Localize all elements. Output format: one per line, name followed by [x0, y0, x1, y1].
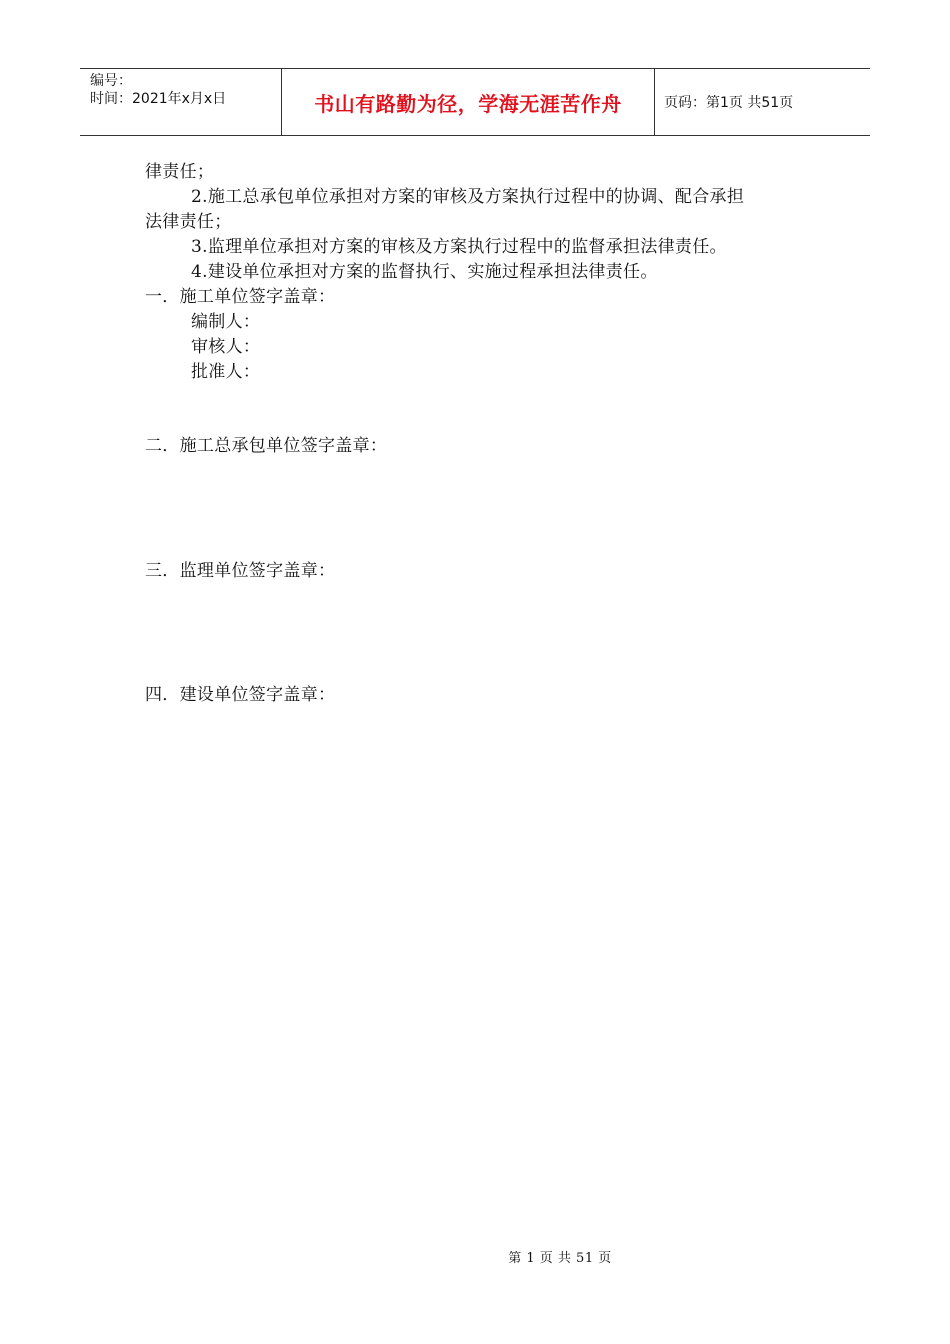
header-motto-cell: [282, 69, 655, 135]
compiler-label: 编制人：: [191, 312, 261, 332]
body-line-3: 法律责任；: [145, 212, 232, 232]
body-line-1: 律责任；: [145, 162, 215, 182]
header-motto: 书山有路勤为径，学海无涯苦作舟: [314, 91, 622, 116]
section-2-title: 二．施工总承包单位签字盖章：: [145, 436, 388, 456]
section-4-title: 四．建设单位签字盖章：: [145, 685, 336, 705]
page-footer: 第 1 页 共 51 页: [508, 1251, 612, 1266]
body-line-2: 2.施工总承包单位承担对方案的审核及方案执行过程中的协调、配合承担: [191, 187, 745, 207]
body-line-4: 3.监理单位承担对方案的审核及方案执行过程中的监督承担法律责任。: [191, 237, 727, 257]
header-page-info: 页码：第1页 共51页: [664, 95, 794, 111]
document-date-label: 时间：2021年x月x日: [90, 91, 227, 107]
document-number-label: 编号：: [90, 73, 132, 89]
header-meta: [80, 69, 282, 135]
section-1-title: 一．施工单位签字盖章：: [145, 287, 336, 307]
page-header: [80, 68, 870, 136]
body-line-5: 4.建设单位承担对方案的监督执行、实施过程承担法律责任。: [191, 262, 658, 282]
section-3-title: 三．监理单位签字盖章：: [145, 561, 336, 581]
approver-label: 批准人：: [191, 362, 261, 382]
reviewer-label: 审核人：: [191, 337, 261, 357]
